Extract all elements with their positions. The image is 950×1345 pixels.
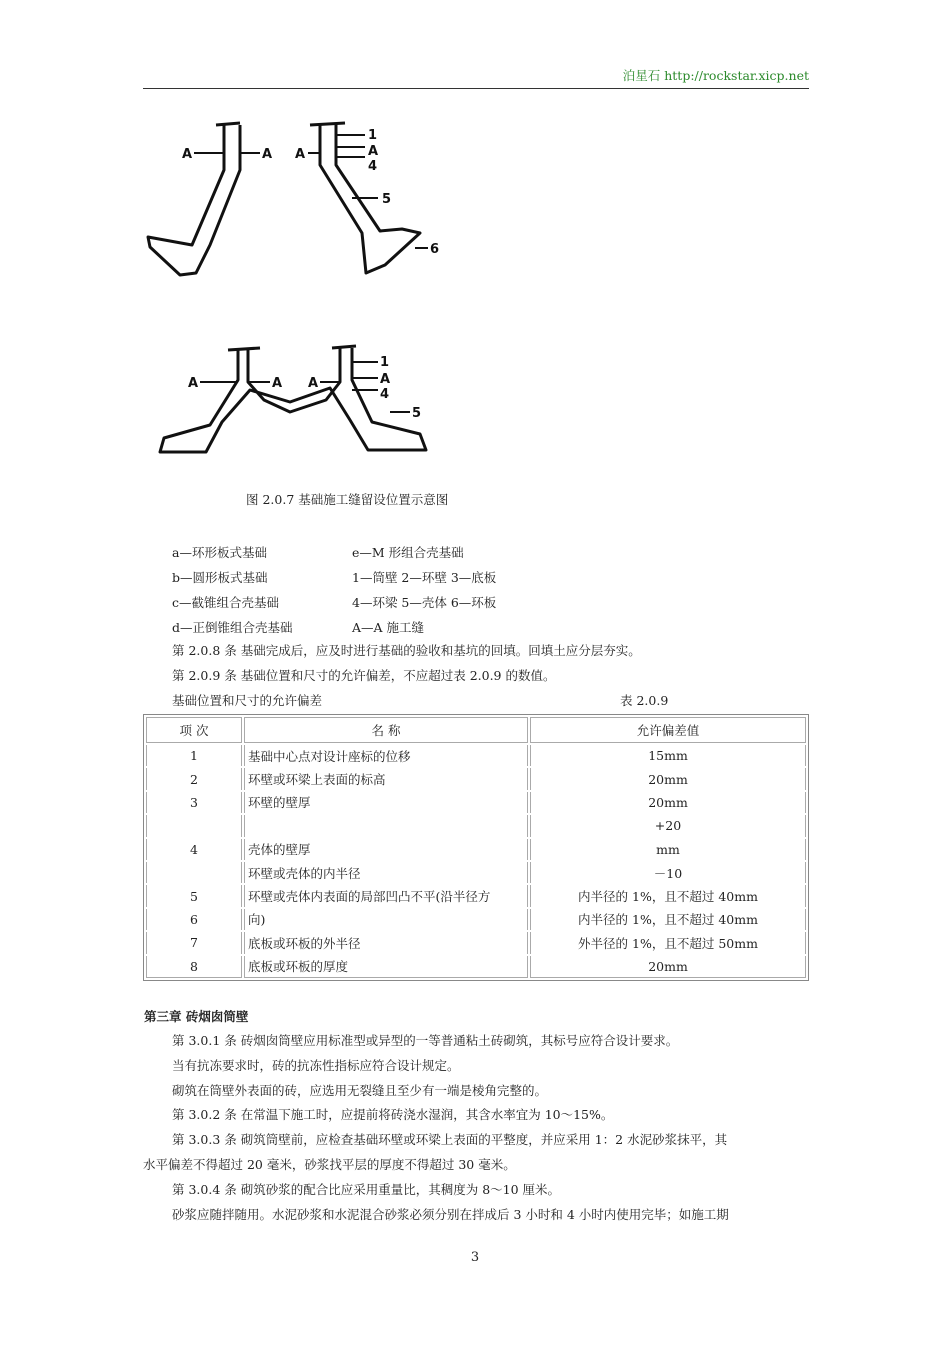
cell-name: 底板或环板的厚度	[244, 956, 528, 978]
fig-label-4: 4	[368, 159, 378, 174]
page-header	[143, 66, 809, 89]
cell-name: 向)	[244, 909, 528, 930]
table-row	[146, 909, 806, 930]
fig-label-5: 5	[412, 406, 422, 421]
fig-label-a: A	[308, 376, 319, 391]
chapter-title: 第三章 砖烟囱筒壁	[144, 1009, 249, 1024]
cell-value: 20mm	[530, 792, 806, 813]
fig-label-1: 1	[380, 355, 390, 370]
table-number: 表 2.0.9	[620, 693, 669, 708]
cell-no	[146, 815, 242, 836]
fig-label-a: A	[295, 147, 306, 162]
header-item-no: 项 次	[146, 717, 242, 743]
cell-no: 7	[146, 932, 242, 953]
fig-label-a: A	[380, 372, 391, 387]
cell-value: 20mm	[530, 768, 806, 789]
cell-name: 基础中心点对设计座标的位移	[244, 745, 528, 766]
cell-no: 4	[146, 839, 242, 860]
table-row	[146, 839, 806, 860]
legend-right	[352, 540, 612, 640]
cell-name: 环壁或壳体内表面的局部凹凸不平(沿半径方	[244, 885, 528, 906]
clause-2-0-8: 第 2.0.8 条 基础完成后，应及时进行基础的验收和基坑的回填。回填土应分层夯实。	[172, 643, 641, 658]
header-tolerance: 允许偏差值	[530, 717, 806, 743]
body-paragraph: 当有抗冻要求时，砖的抗冻性指标应符合设计规定。	[172, 1058, 460, 1073]
legend-item: c—截锥组合壳基础	[172, 595, 280, 610]
fig-label-a: A	[368, 144, 379, 159]
clause-3-0-3: 第 3.0.3 条 砌筑筒壁前，应检查基础环壁或环梁上表面的平整度，并应采用 1：2 水泥砂浆抹平，其	[172, 1132, 728, 1147]
legend-item: 1—筒壁 2—环壁 3—底板	[352, 570, 497, 585]
table-row	[146, 956, 806, 978]
table-row	[146, 932, 806, 953]
table-header-row	[146, 717, 806, 743]
table-row	[146, 745, 806, 766]
legend-item: b—圆形板式基础	[172, 570, 268, 585]
body-paragraph: 砂浆应随拌随用。水泥砂浆和水泥混合砂浆必须分别在拌成后 3 小时和 4 小时内使用完毕；如施工期	[172, 1207, 729, 1222]
body-paragraph: 砌筑在筒壁外表面的砖，应选用无裂缝且至少有一端是棱角完整的。	[172, 1083, 548, 1098]
cell-value: 外半径的 1%，且不超过 50mm	[530, 932, 806, 953]
clause-3-0-4: 第 3.0.4 条 砌筑砂浆的配合比应采用重量比，其稠度为 8～10 厘米。	[172, 1182, 561, 1197]
fig-label-a: A	[272, 376, 283, 391]
cell-no: 8	[146, 956, 242, 978]
legend-item: a—环形板式基础	[172, 545, 267, 560]
cell-value: 内半径的 1%，且不超过 40mm	[530, 885, 806, 906]
cell-name: 环壁的壁厚	[244, 792, 528, 813]
cell-no: 2	[146, 768, 242, 789]
page-number: 3	[470, 1250, 480, 1265]
fig-label-a: A	[262, 147, 273, 162]
fig-label-6: 6	[430, 242, 440, 257]
clause-3-0-2: 第 3.0.2 条 在常温下施工时，应提前将砖浇水湿润，其含水率宜为 10～15%。	[172, 1107, 614, 1122]
cell-no: 6	[146, 909, 242, 930]
body-paragraph: 水平偏差不得超过 20 毫米，砂浆找平层的厚度不得超过 30 毫米。	[143, 1157, 516, 1172]
cell-name: 壳体的壁厚	[244, 839, 528, 860]
foundation-diagram-top	[140, 115, 450, 280]
clause-2-0-9: 第 2.0.9 条 基础位置和尺寸的允许偏差，不应超过表 2.0.9 的数值。	[172, 668, 556, 683]
table-row	[146, 815, 806, 836]
legend-item: A—A 施工缝	[352, 620, 425, 635]
table-row	[146, 768, 806, 789]
legend-item: d—正倒锥组合壳基础	[172, 620, 293, 635]
cell-name: 底板或环板的外半径	[244, 932, 528, 953]
table-row	[146, 885, 806, 906]
fig-label-1: 1	[368, 128, 378, 143]
foundation-diagram-bottom	[150, 340, 440, 460]
tolerance-table	[143, 714, 809, 981]
table-title: 基础位置和尺寸的允许偏差	[172, 693, 323, 708]
header-url: http://rockstar.xicp.net	[664, 68, 809, 83]
cell-value: 内半径的 1%，且不超过 40mm	[530, 909, 806, 930]
fig-label-a: A	[182, 147, 193, 162]
table-row	[146, 862, 806, 883]
figure-caption: 图 2.0.7 基础施工缝留设位置示意图	[246, 492, 449, 507]
cell-value: 15mm	[530, 745, 806, 766]
table-row	[146, 792, 806, 813]
cell-no: 3	[146, 792, 242, 813]
legend-item: e—M 形组合壳基础	[352, 545, 464, 560]
cell-no: 1	[146, 745, 242, 766]
fig-label-a: A	[188, 376, 199, 391]
clause-3-0-1: 第 3.0.1 条 砖烟囱筒壁应用标准型或异型的一等普通粘土砖砌筑，其标号应符合设计要求。	[172, 1033, 679, 1048]
cell-value: －10	[530, 862, 806, 883]
cell-name	[244, 815, 528, 836]
cell-value: +20	[530, 815, 806, 836]
cell-name: 环壁或环梁上表面的标高	[244, 768, 528, 789]
cell-no: 5	[146, 885, 242, 906]
cell-name: 环壁或壳体的内半径	[244, 862, 528, 883]
fig-label-5: 5	[382, 192, 392, 207]
legend-item: 4—环梁 5—壳体 6—环板	[352, 595, 497, 610]
header-name: 名 称	[244, 717, 528, 743]
cell-no	[146, 862, 242, 883]
cell-value: mm	[530, 839, 806, 860]
cell-value: 20mm	[530, 956, 806, 978]
header-site: 泊星石	[622, 68, 661, 83]
fig-label-4: 4	[380, 387, 390, 402]
legend-left	[172, 540, 352, 640]
